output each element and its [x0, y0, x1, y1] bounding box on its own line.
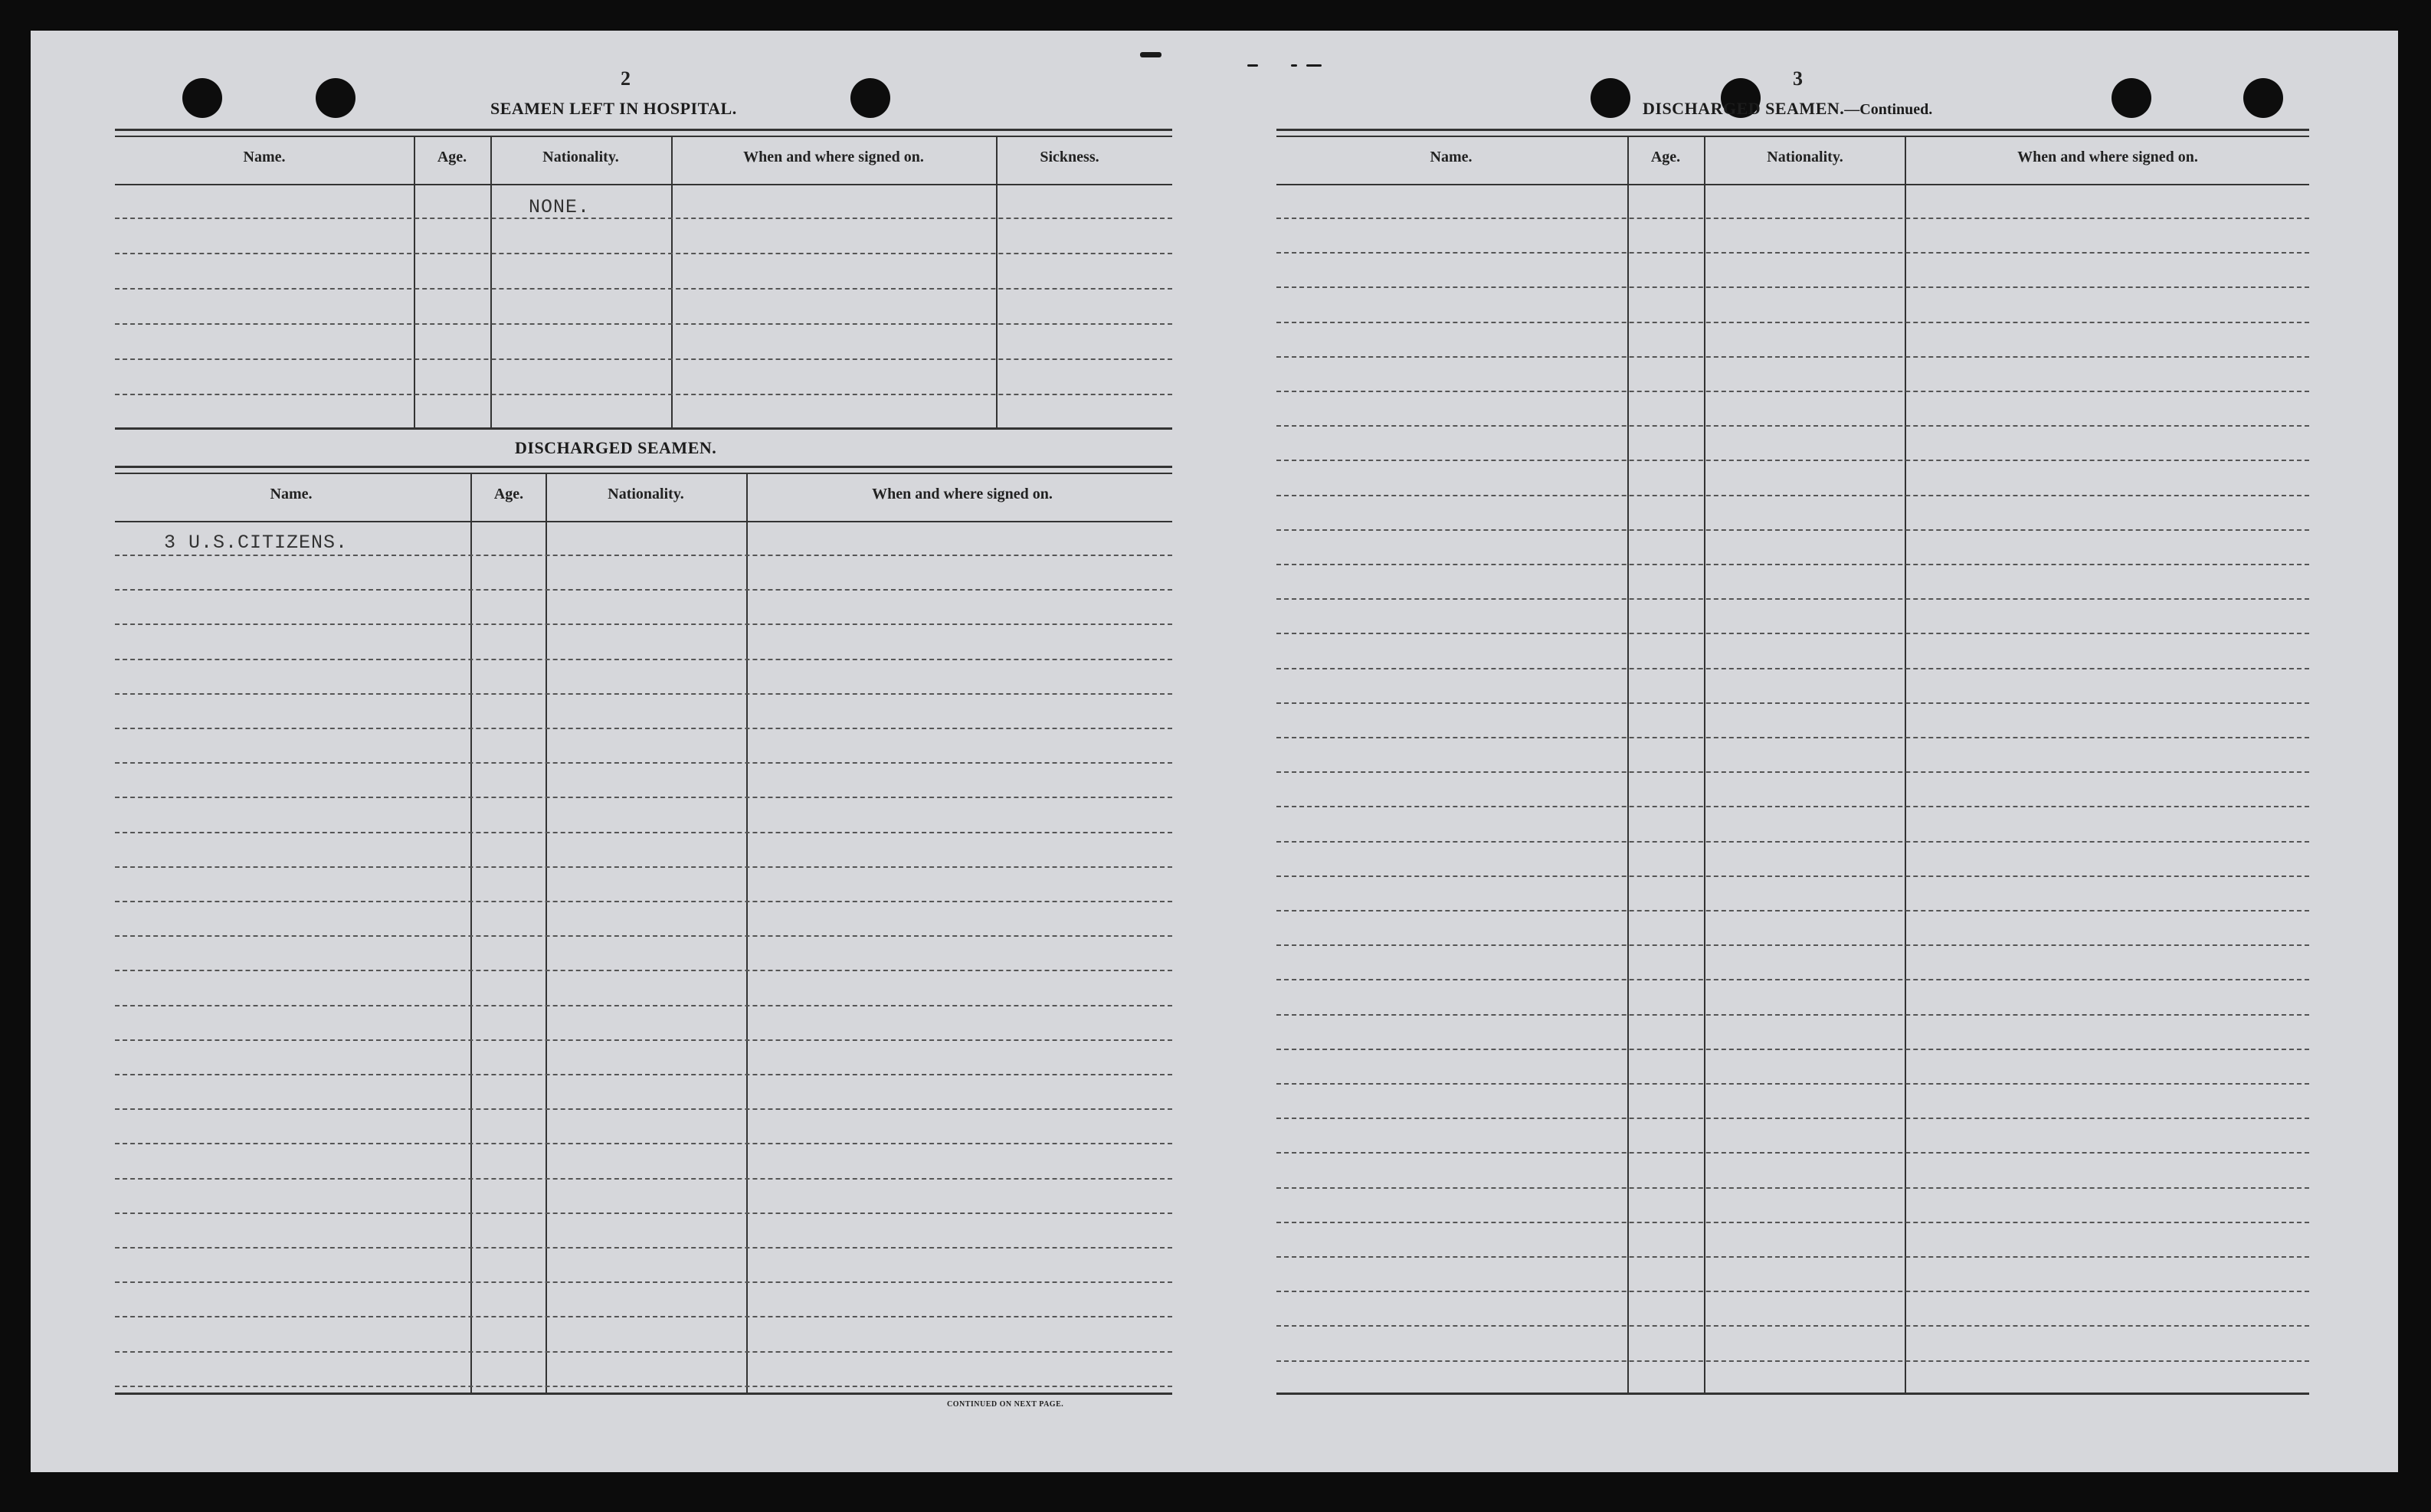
- section-rule: [115, 136, 1172, 137]
- entry-line: [1276, 322, 2309, 323]
- entry-line: [1276, 806, 2309, 807]
- column-header-name: Name.: [243, 149, 286, 165]
- column-header-signed-on: When and where signed on.: [2017, 149, 2198, 165]
- entry-line: [1276, 1152, 2309, 1154]
- section-rule: [1276, 136, 2309, 137]
- continued-note: CONTINUED ON NEXT PAGE.: [947, 1400, 1064, 1409]
- entry-line: [1276, 564, 2309, 565]
- punch-hole: [182, 78, 222, 118]
- entry-line: [115, 901, 1172, 902]
- entry-line: [115, 323, 1172, 325]
- entry-line: [115, 797, 1172, 798]
- column-divider: [671, 136, 673, 429]
- column-divider: [1627, 136, 1629, 1393]
- entry-line: [1276, 598, 2309, 600]
- column-divider: [546, 473, 547, 1393]
- section-rule: [115, 1393, 1172, 1395]
- entry-line: [1276, 1256, 2309, 1258]
- entry-line: [115, 1281, 1172, 1283]
- column-divider: [470, 473, 472, 1393]
- entry-line: [115, 762, 1172, 764]
- entry-line: [115, 1108, 1172, 1110]
- column-header-nationality: Nationality.: [1767, 149, 1843, 165]
- column-header-signed-on: When and where signed on.: [872, 486, 1053, 502]
- entry-line: [1276, 737, 2309, 738]
- entry-line: [115, 358, 1172, 360]
- entry-line: [1276, 425, 2309, 427]
- column-header-age: Age.: [437, 149, 467, 165]
- section-rule: [1276, 129, 2309, 131]
- entry-line: [115, 1351, 1172, 1353]
- entry-line: [1276, 771, 2309, 773]
- column-header-name: Name.: [270, 486, 313, 502]
- page-number: 2: [621, 67, 631, 90]
- punch-hole: [2243, 78, 2283, 118]
- entry-line: [1276, 1187, 2309, 1189]
- page-number: 3: [1793, 67, 1803, 90]
- entry-line: [1276, 1049, 2309, 1050]
- title-suffix: —Continued.: [1844, 101, 1933, 118]
- entry-line: [115, 1005, 1172, 1006]
- column-header-nationality: Nationality.: [608, 486, 684, 502]
- discharged-continued-title: [1643, 99, 1932, 119]
- column-header-signed-on: When and where signed on.: [743, 149, 924, 165]
- entry-line: [115, 1039, 1172, 1041]
- document-sheet: [31, 31, 2398, 1472]
- entry-line: [1276, 529, 2309, 531]
- paper-mark: [1140, 52, 1161, 57]
- entry-line: [1276, 875, 2309, 877]
- entry-line: [115, 970, 1172, 971]
- paper-mark: [1247, 64, 1258, 67]
- header-rule: [115, 184, 1172, 185]
- column-header-nationality: Nationality.: [542, 149, 619, 165]
- entry-line: [115, 589, 1172, 591]
- entry-line: [1276, 1325, 2309, 1327]
- entry-line: [115, 1247, 1172, 1249]
- entry-line: [115, 866, 1172, 868]
- entry-line: [115, 832, 1172, 833]
- entry-line: [1276, 356, 2309, 358]
- punch-hole: [316, 78, 355, 118]
- entry-line: [115, 1074, 1172, 1075]
- entry-line: [115, 1178, 1172, 1180]
- section-rule: [115, 466, 1172, 468]
- entry-line: [115, 1213, 1172, 1214]
- entry-line: [115, 1386, 1172, 1387]
- header-rule: [115, 521, 1172, 522]
- entry-line: [115, 935, 1172, 937]
- entry-line: [1276, 391, 2309, 392]
- section-rule: [1276, 1393, 2309, 1395]
- paper-mark: [1291, 64, 1297, 67]
- entry-line: [1276, 1083, 2309, 1085]
- entry-line: [115, 693, 1172, 695]
- entry-line: [115, 1316, 1172, 1317]
- entry-line: [1276, 702, 2309, 704]
- column-divider: [996, 136, 998, 429]
- entry-line: [115, 728, 1172, 729]
- entry-line: [1276, 668, 2309, 669]
- entry-line: [115, 623, 1172, 625]
- entry-line: [115, 659, 1172, 660]
- punch-hole: [850, 78, 890, 118]
- entry-line: [1276, 252, 2309, 254]
- entry-line: [1276, 495, 2309, 496]
- entry-line: [115, 218, 1172, 219]
- entry-line: [1276, 841, 2309, 843]
- discharged-section-title: DISCHARGED SEAMEN.: [515, 438, 717, 457]
- punch-hole: [1591, 78, 1630, 118]
- entry-line: [115, 1143, 1172, 1144]
- entry-line: [115, 288, 1172, 290]
- entry-line: [1276, 979, 2309, 980]
- column-header-sickness: Sickness.: [1040, 149, 1099, 165]
- title-main: DISCHARGED SEAMEN.: [1643, 99, 1845, 118]
- hospital-section-title: SEAMEN LEFT IN HOSPITAL.: [490, 99, 737, 118]
- entry-line: [1276, 944, 2309, 946]
- header-rule: [1276, 184, 2309, 185]
- entry-line: [1276, 1118, 2309, 1119]
- hospital-entry: NONE.: [529, 196, 591, 218]
- section-rule: [115, 473, 1172, 474]
- entry-line: [1276, 460, 2309, 461]
- column-divider: [490, 136, 492, 429]
- entry-line: [1276, 1291, 2309, 1292]
- column-header-name: Name.: [1430, 149, 1473, 165]
- entry-line: [115, 555, 1172, 556]
- column-divider: [1905, 136, 1906, 1393]
- entry-line: [1276, 218, 2309, 219]
- column-divider: [414, 136, 415, 429]
- column-header-age: Age.: [1650, 149, 1681, 165]
- entry-line: [1276, 1360, 2309, 1362]
- entry-line: [1276, 633, 2309, 634]
- column-divider: [746, 473, 748, 1393]
- entry-line: [1276, 1222, 2309, 1223]
- entry-line: [115, 394, 1172, 395]
- section-rule: [115, 129, 1172, 131]
- entry-line: [1276, 286, 2309, 288]
- column-divider: [1704, 136, 1705, 1393]
- discharged-entry: 3 U.S.CITIZENS.: [164, 532, 349, 554]
- paper-mark: [1306, 64, 1322, 67]
- column-header-age: Age.: [493, 486, 524, 502]
- section-rule: [115, 427, 1172, 430]
- entry-line: [1276, 1014, 2309, 1016]
- entry-line: [115, 253, 1172, 254]
- punch-hole: [2112, 78, 2151, 118]
- entry-line: [1276, 910, 2309, 911]
